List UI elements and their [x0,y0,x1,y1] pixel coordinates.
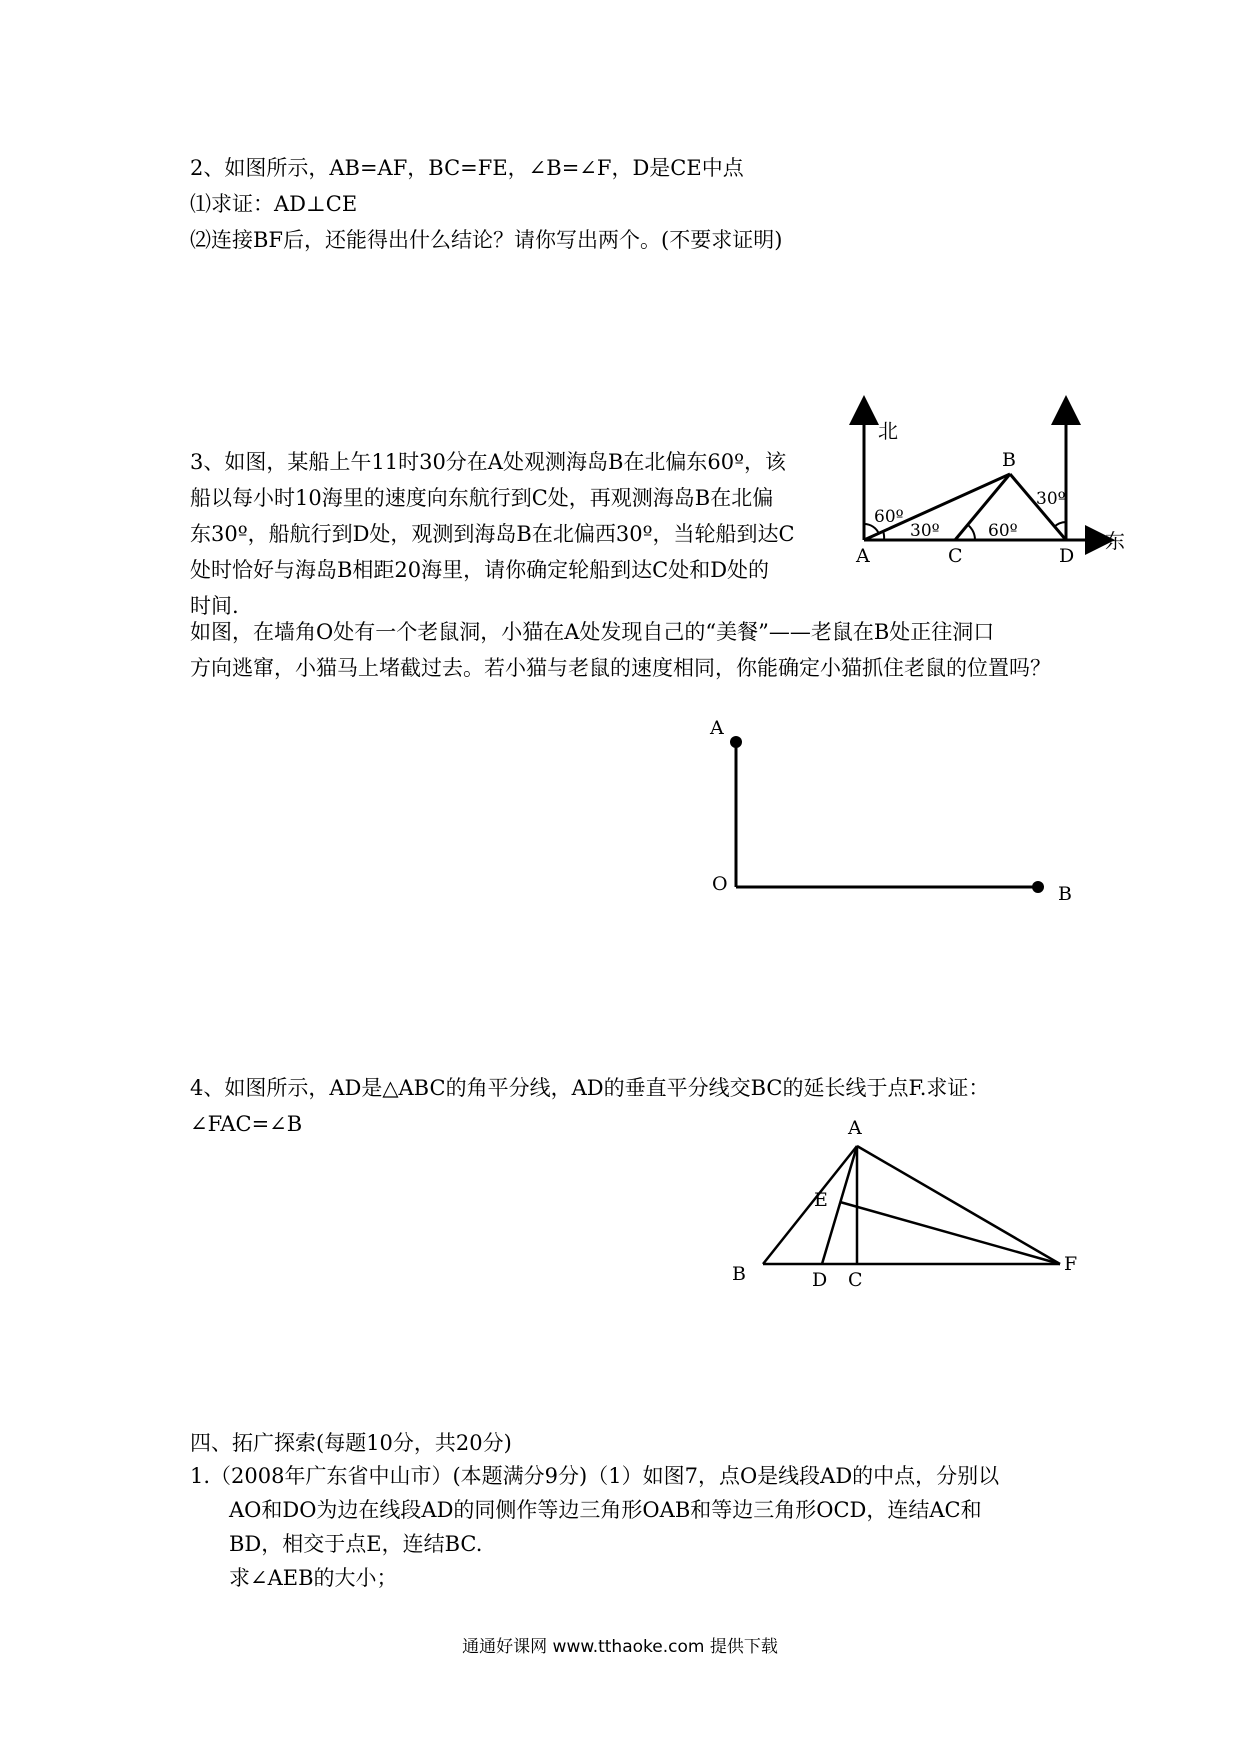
label-east: 东 [1105,529,1125,553]
q2-title: 2、如图所示，AB=AF，BC=FE，∠B=∠F，D是CE中点 [190,156,744,180]
label-north: 北 [878,419,898,443]
point-a [730,736,742,748]
segment-ef [840,1202,1060,1264]
label-a: A [848,1117,862,1139]
point-b [1032,881,1044,893]
label-c: C [848,1269,863,1291]
label-a: A [710,717,724,739]
q3-line-2: 船以每小时10海里的速度向东航行到C处，再观测海岛B在北偏 [190,486,774,510]
arc-d [1054,522,1066,527]
q4-line-2: ∠FAC=∠B [190,1112,303,1136]
angle-d: 30º [1036,489,1066,509]
label-c: C [948,545,963,567]
page-footer: 通通好课网 www.tthaoke.com 提供下载 [462,1637,778,1657]
label-e: E [814,1189,828,1211]
q4-line-1: 4、如图所示，AD是△ABC的角平分线，AD的垂直平分线交BC的延长线于点F.求证： [190,1076,990,1100]
label-b: B [1002,449,1016,471]
q3-line-3: 东30º，船航行到D处，观测到海岛B在北偏西30º，当轮船到达C [190,522,795,546]
angle-a-east: 30º [910,521,940,541]
angle-a-north: 60º [874,507,904,527]
section4-item1-line-1: 1.（2008年广东省中山市）(本题满分9分)（1）如图7，点O是线段AD的中点，分别以 [190,1464,1000,1488]
q3-line-5: 时间. [190,594,239,618]
cat-mouse-line-2: 方向逃窜，小猫马上堵截过去。若小猫与老鼠的速度相同，你能确定小猫抓住老鼠的位置吗？ [190,656,1051,680]
q4-figure [730,1110,1090,1300]
arc-a2 [883,531,884,540]
q3-line-1: 3、如图，某船上午11时30分在A处观测海岛B在北偏东60º，该 [190,450,786,474]
label-f: F [1064,1253,1078,1275]
cat-mouse-line-1: 如图，在墙角O处有一个老鼠洞，小猫在A处发现自己的“美餐”——老鼠在B处正往洞口 [190,620,995,644]
label-b: B [1058,883,1072,905]
cat-mouse-figure [700,710,1100,910]
segment-af [857,1146,1060,1264]
q3-figure [850,400,1150,580]
q2-part2: ⑵连接BF后，还能得出什么结论？请你写出两个。(不要求证明) [190,228,783,252]
angle-c: 60º [988,521,1018,541]
section4-item1-line-3: BD，相交于点E，连结BC. [229,1532,483,1556]
section4-item1-line-4: 求∠AEB的大小； [229,1566,398,1590]
label-b: B [732,1263,746,1285]
label-a: A [856,545,870,567]
label-d: D [812,1269,828,1291]
arc-c [968,525,975,540]
section4-heading: 四、拓广探索(每题10分，共20分) [190,1431,512,1455]
section4-item1-line-2: AO和DO为边在线段AD的同侧作等边三角形OAB和等边三角形OCD，连结AC和 [229,1498,982,1522]
segment-ab [763,1146,857,1264]
label-d: D [1059,545,1075,567]
label-o: O [712,873,728,895]
q3-line-4: 处时恰好与海岛B相距20海里，请你确定轮船到达C处和D处的 [190,558,770,582]
q2-part1: ⑴求证：AD⊥CE [190,192,358,216]
